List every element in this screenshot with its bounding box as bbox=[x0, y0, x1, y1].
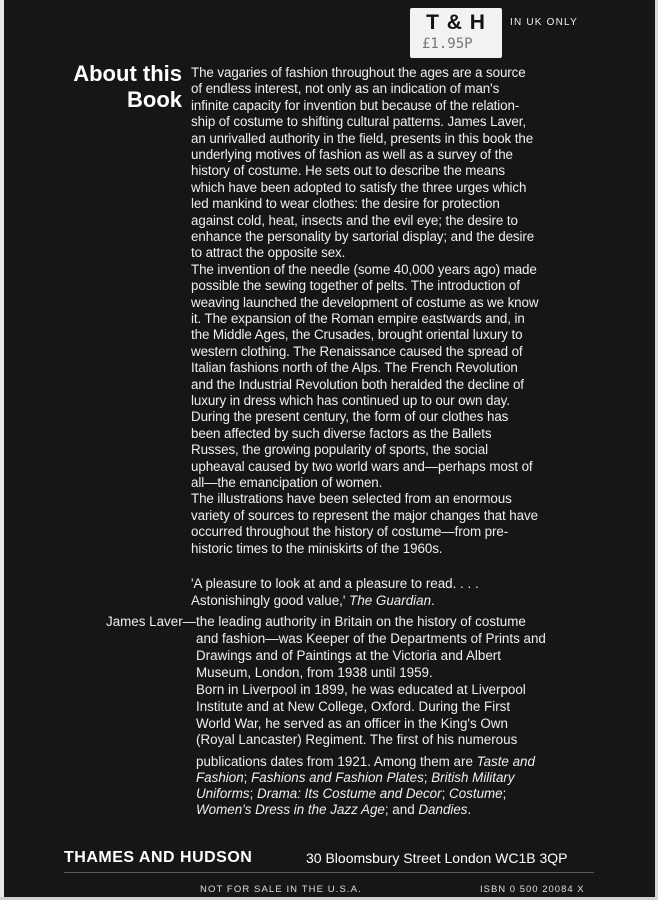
about-line: been affected by such diverse factors as the Ballets bbox=[191, 425, 492, 441]
bio-line: World War, he served as an officer in the King's Own bbox=[196, 715, 508, 731]
bio-line-10 bbox=[196, 786, 506, 801]
title-british-military: British Military bbox=[431, 770, 515, 785]
title-fashions-plates: Fashions and Fashion Plates bbox=[251, 770, 424, 785]
bio-sep: ; and bbox=[384, 802, 419, 817]
bio-line: Born in Liverpool in 1899, he was educated at Liverpool bbox=[196, 681, 526, 697]
about-line: Italian fashions north of the Alps. The French Revolution bbox=[191, 360, 518, 376]
bio-sep: ; bbox=[502, 786, 507, 801]
section-heading bbox=[40, 61, 182, 113]
region-note: IN UK ONLY bbox=[510, 17, 578, 28]
about-line: which have been adopted to satisfy the three urges which bbox=[191, 179, 527, 195]
bio-line: Museum, London, from 1938 until 1959. bbox=[196, 664, 433, 680]
about-line: infinite capacity for invention but because of the relation- bbox=[191, 97, 520, 113]
title-costume: Costume bbox=[449, 786, 503, 801]
title-uniforms: Uniforms bbox=[196, 786, 250, 801]
review-quote-line-1: 'A pleasure to look at and a pleasure to read. . . . bbox=[191, 576, 479, 591]
about-line: the Middle Ages, the Crusades, brought oriental luxury to bbox=[191, 327, 523, 343]
bio-line-11 bbox=[196, 802, 471, 817]
bio-line-8 bbox=[196, 754, 535, 769]
about-line: all—the emancipation of women. bbox=[191, 475, 383, 490]
bio-sep: ; bbox=[441, 786, 450, 801]
about-line: Russes, the growing popularity of sports, the social bbox=[191, 442, 488, 458]
about-line: The vagaries of fashion throughout the ages are a source bbox=[191, 65, 526, 80]
bio-sep: ; bbox=[243, 770, 252, 785]
about-line: ship of costume to shifting cultural patterns. James Laver, bbox=[191, 114, 526, 130]
title-fashion: Fashion bbox=[196, 770, 244, 785]
bio-line: and fashion—was Keeper of the Departments of Prints and bbox=[196, 631, 546, 646]
heading-line-1: About this bbox=[73, 61, 182, 86]
about-line: history of costume. He sets out to describe the means bbox=[191, 163, 505, 179]
sticker-price: £1.95P bbox=[422, 36, 473, 52]
bio-line: (Royal Lancaster) Regiment. The first of his numerous bbox=[196, 732, 518, 748]
bio-end: . bbox=[467, 802, 472, 817]
sticker-brand: T & H bbox=[426, 11, 486, 34]
about-line: possible the sewing together of pelts. The introduction of bbox=[191, 278, 520, 294]
bio-first-line: James Laver—the leading authority in Britain on the history of costume bbox=[106, 614, 526, 629]
about-line: The illustrations have been selected from an enormous bbox=[191, 491, 512, 507]
bio-sep: ; bbox=[423, 770, 432, 785]
about-line: historic times to the miniskirts of the 1960s. bbox=[191, 540, 443, 556]
title-dandies: Dandies bbox=[418, 802, 468, 817]
about-line: weaving launched the development of costume as we know bbox=[191, 294, 539, 310]
publisher-address: 30 Bloomsbury Street London WC1B 3QP bbox=[306, 850, 568, 866]
about-line: underlying motives of fashion as well as a survey of the bbox=[191, 147, 513, 162]
about-line: led mankind to wear clothes: the desire for protection bbox=[191, 196, 500, 212]
about-line: luxury in dress which has continued up to our own day. bbox=[191, 393, 510, 408]
title-womens-dress: Women's Dress in the Jazz Age bbox=[196, 802, 385, 817]
about-line: The invention of the needle (some 40,000 years ago) made bbox=[191, 261, 537, 277]
review-quote-end: . bbox=[431, 593, 435, 608]
about-line: it. The expansion of the Roman empire eastwards and, in bbox=[191, 311, 525, 326]
bio-line-9 bbox=[196, 770, 515, 785]
review-source: The Guardian bbox=[349, 593, 432, 608]
publisher-name: THAMES AND HUDSON bbox=[64, 849, 253, 866]
about-line: to attract the opposite sex. bbox=[191, 245, 346, 261]
publisher-rule bbox=[64, 872, 594, 873]
isbn: ISBN 0 500 20084 X bbox=[480, 884, 585, 895]
bio-line: Institute and at New College, Oxford. During the First bbox=[196, 698, 511, 714]
title-drama: Drama: Its Costume and Decor bbox=[257, 786, 442, 801]
heading-line-2: Book bbox=[127, 87, 182, 112]
bio-sep: ; bbox=[249, 786, 258, 801]
about-line: against cold, heat, insects and the evil eye; the desire to bbox=[191, 212, 518, 228]
bio-line: Drawings and of Paintings at the Victoria and Albert bbox=[196, 647, 501, 663]
about-line: During the present century, the form of our clothes has bbox=[191, 409, 509, 425]
about-line: variety of sources to represent the major changes that have bbox=[191, 507, 538, 523]
price-sticker bbox=[410, 8, 502, 58]
page-edge-left bbox=[0, 0, 4, 900]
about-line: enhance the personality by sartorial display; and the desire bbox=[191, 229, 535, 244]
review-quote-line-2 bbox=[191, 593, 435, 608]
about-line: upheaval caused by two world wars and—perhaps most of bbox=[191, 458, 533, 474]
sale-restriction: NOT FOR SALE IN THE U.S.A. bbox=[200, 884, 362, 895]
about-line: and the Industrial Revolution both heralded the decline of bbox=[191, 376, 524, 392]
title-taste-and: Taste and bbox=[476, 754, 535, 769]
about-line: western clothing. The Renaissance caused the spread of bbox=[191, 343, 523, 359]
about-line: an unrivalled authority in the field, presents in this book the bbox=[191, 130, 534, 146]
bio-line-8-text: publications dates from 1921. Among them are bbox=[196, 754, 477, 769]
about-line: occurred throughout the history of costume—from pre- bbox=[191, 524, 509, 540]
review-quote-text: Astonishingly good value,' bbox=[191, 593, 350, 608]
about-line: of endless interest, not only as an indication of man's bbox=[191, 81, 500, 97]
